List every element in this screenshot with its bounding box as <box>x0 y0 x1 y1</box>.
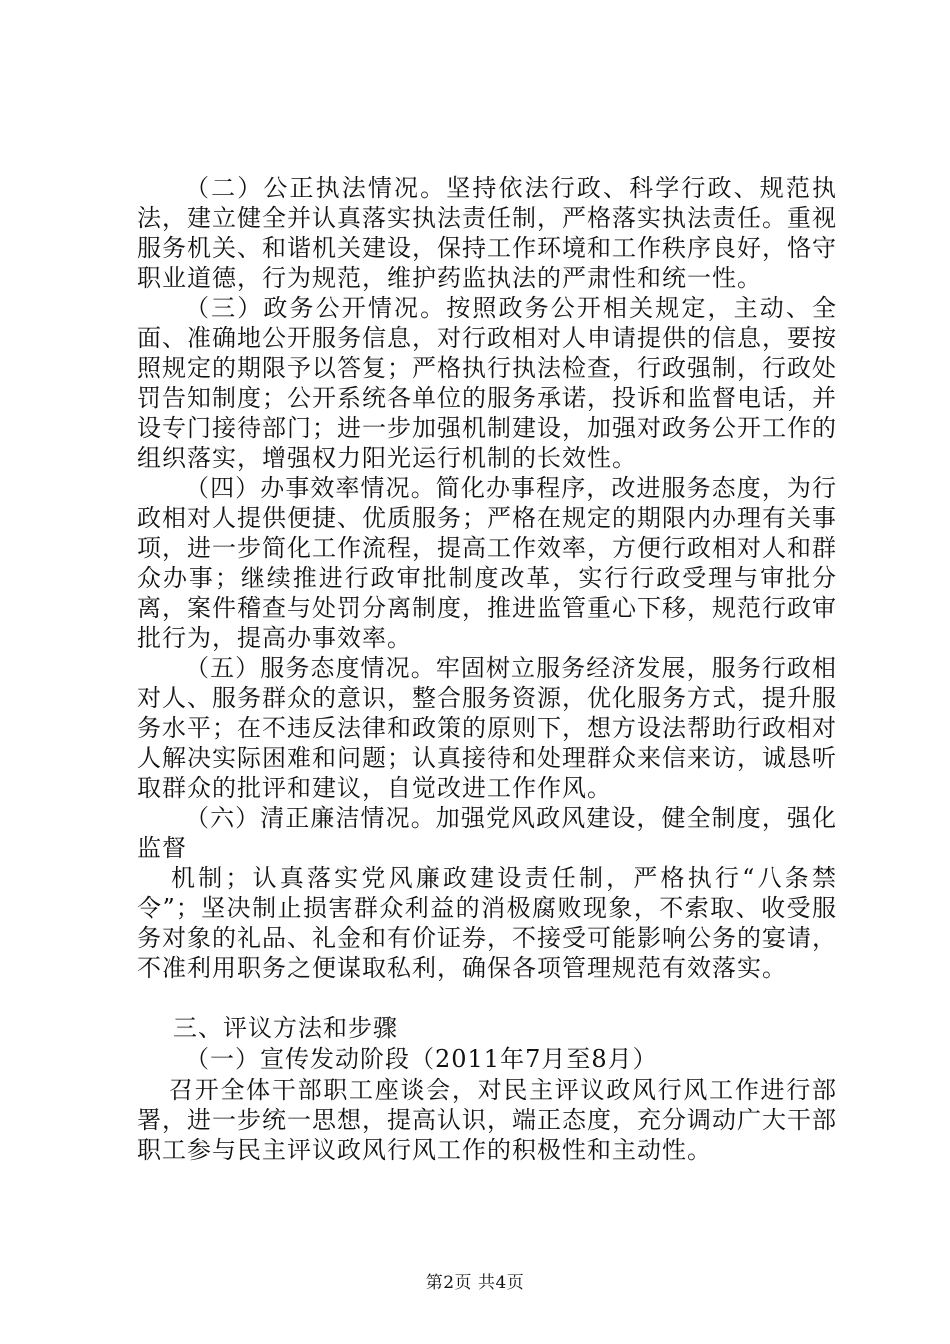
paragraph-service-attitude: （五）服务态度情况。牢固树立服务经济发展，服务行政相对人、服务群众的意识，整合服务资源，优化服务方式，提升服务水平；在不违反法律和政策的原则下，想方设法帮助行政相对人解决实际困难和问题；认真接待和处理群众来信来访，诚恳听取群众的批评和建议，自觉改进工作作风。 <box>137 654 837 802</box>
paragraph-integrity-intro: （六）清正廉洁情况。加强党风政风建设，健全制度，强化监督 <box>137 804 837 862</box>
document-body <box>137 173 837 1165</box>
page-footer: 第2页 共4页 <box>425 1273 525 1293</box>
paragraph-government-affairs-disclosure: （三）政务公开情况。按照政务公开相关规定，主动、全面、准确地公开服务信息，对行政相对人申请提供的信息，要按照规定的期限予以答复；严格执行执法检查，行政强制，行政处罚告知制度；公开系统各单位的服务承诺，投诉和监督电话，并设专门接待部门；进一步加强机制建设，加强对政务公开工作的组织落实，增强权力阳光运行机制的长效性。 <box>137 294 837 472</box>
paragraph-publicity-stage: 召开全体干部职工座谈会，对民主评议政风行风工作进行部署，进一步统一思想，提高认识，端正态度，充分调动广大干部职工参与民主评议政风行风工作的积极性和主动性。 <box>137 1076 837 1164</box>
sub-heading-publicity-stage: （一）宣传发动阶段（2011年7月至8月） <box>185 1045 658 1073</box>
section-heading: 三、评议方法和步骤 <box>173 1014 398 1042</box>
paragraph-integrity-continued: 机制；认真落实党风廉政建设责任制，严格执行“八条禁令”；坚决制止损害群众利益的消极腐败现象，不索取、收受服务对象的礼品、礼金和有价证券，不接受可能影响公务的宴请，不准利用职务之便谋取私利，确保各项管理规范有效落实。 <box>137 864 837 982</box>
paragraph-fair-law-enforcement: （二）公正执法情况。坚持依法行政、科学行政、规范执法，建立健全并认真落实执法责任制，严格落实执法责任。重视服务机关、和谐机关建设，保持工作环境和工作秩序良好，恪守职业道德，行为规范，维护药监执法的严肃性和统一性。 <box>137 174 837 292</box>
paragraph-work-efficiency: （四）办事效率情况。简化办事程序，改进服务态度，为行政相对人提供便捷、优质服务；严格在规定的期限内办理有关事项，进一步简化工作流程，提高工作效率，方便行政相对人和群众办事；继续推进行政审批制度改革，实行行政受理与审批分离，案件稽查与处罚分离制度，推进监管重心下移，规范行政审批行为，提高办事效率。 <box>137 474 837 652</box>
